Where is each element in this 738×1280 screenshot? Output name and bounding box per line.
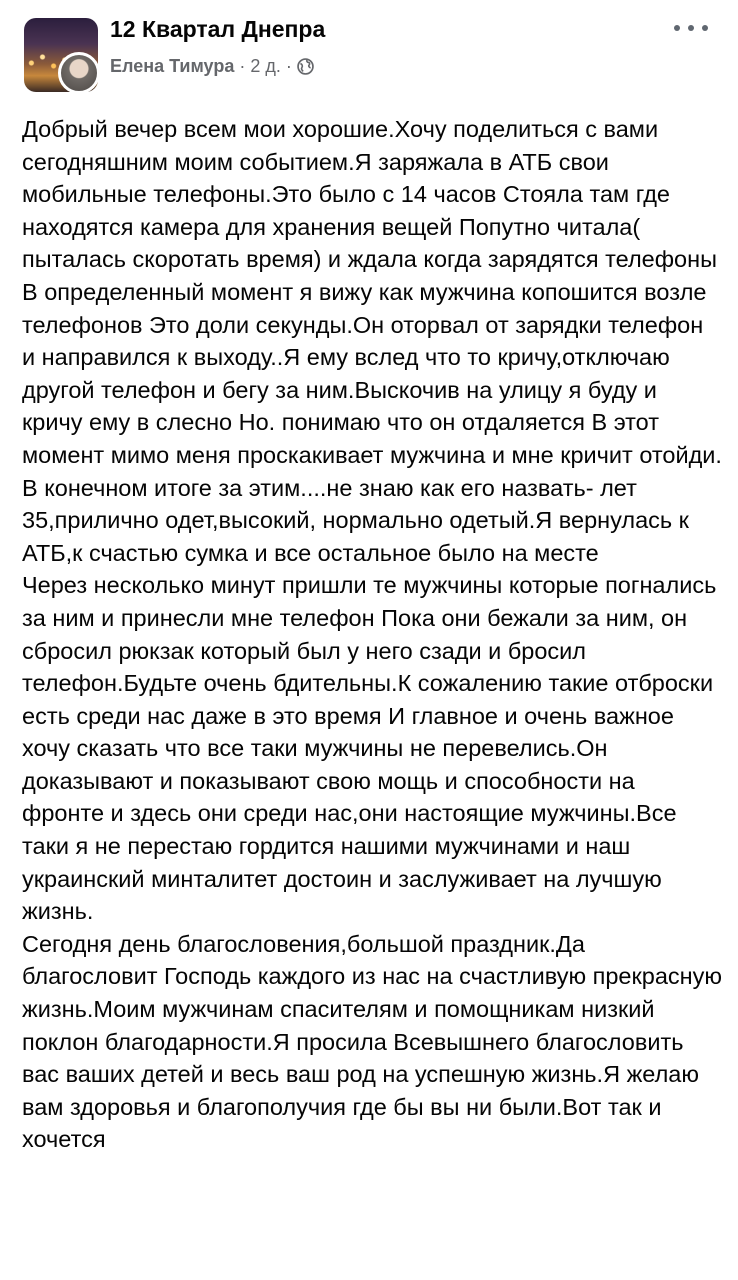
author-name[interactable]: Елена Тимура <box>110 55 235 76</box>
post-header <box>0 0 738 110</box>
meta-separator: · <box>239 55 246 76</box>
more-dot <box>688 25 694 31</box>
post-paragraph: Через несколько минут пришли те мужчины которые погнались за ним и принесли мне телефон Пока они бежали за ним, он сбросил рюкзак который был у него сзади и бросил телефон.Будьте очень бдительны.К сожалению такие отброски есть среди нас даже в это время И главное и очень важное хочу сказать что все таки мужчины не перевелись.Он доказывают и показывают свою мощь и способности на фронте и здесь они среди нас,они настоящие мужчины.Все таки я не перестаю гордится нашими мужчинами и наш украинский минталитет достоин и заслуживает на лучшую жизнь. <box>22 572 717 925</box>
meta-separator: · <box>285 55 292 76</box>
post-meta <box>110 54 314 78</box>
post-time[interactable]: 2 д. <box>250 55 281 76</box>
more-dot <box>702 25 708 31</box>
author-avatar[interactable] <box>58 52 100 94</box>
more-horizontal-icon[interactable] <box>674 16 708 40</box>
post-paragraph: Добрый вечер всем мои хорошие.Хочу поделиться с вами сегодняшним моим событием.Я заряжала в АТБ свои мобильные телефоны.Это было с 14 часов Стояла там где находятся камера для хранения вещей Попутно читала( пыталась скоротать время) и ждала когда зарядятся телефоны В определенный момент я вижу как мужчина копошится возле телефонов Это доли секунды.Он оторвал от зарядки телефон и направился к выходу..Я ему вслед что то кричу,отключаю другой телефон и бегу за ним.Выскочив на улицу я буду и кричу ему в слесно Но. понимаю что он отдаляется В этот момент мимо меня проскакивает мужчина и мне кричит отойди. <box>22 116 722 468</box>
post-paragraph: В конечном итоге за этим....не знаю как его назвать- лет 35,прилично одет,высокий, нормально одетый.Я вернулась к АТБ,к счастью сумка и все остальное было на месте <box>22 474 689 566</box>
globe-icon[interactable] <box>297 58 314 75</box>
more-dot <box>674 25 680 31</box>
post-paragraph: Сегодня день благословения,большой праздник.Да благословит Господь каждого из нас на счастливую прекрасную жизнь.Моим мужчинам спасителям и помощникам низкий поклон благодарности.Я просила Всевышнего благословить вас ваших детей и весь ваш род на успешную жизнь.Я желаю вам здоровья и благополучия где бы вы ни были.Вот так и хочется <box>22 930 722 1153</box>
group-name[interactable]: 12 Квартал Днепра <box>110 16 326 42</box>
post-body <box>22 113 722 1156</box>
